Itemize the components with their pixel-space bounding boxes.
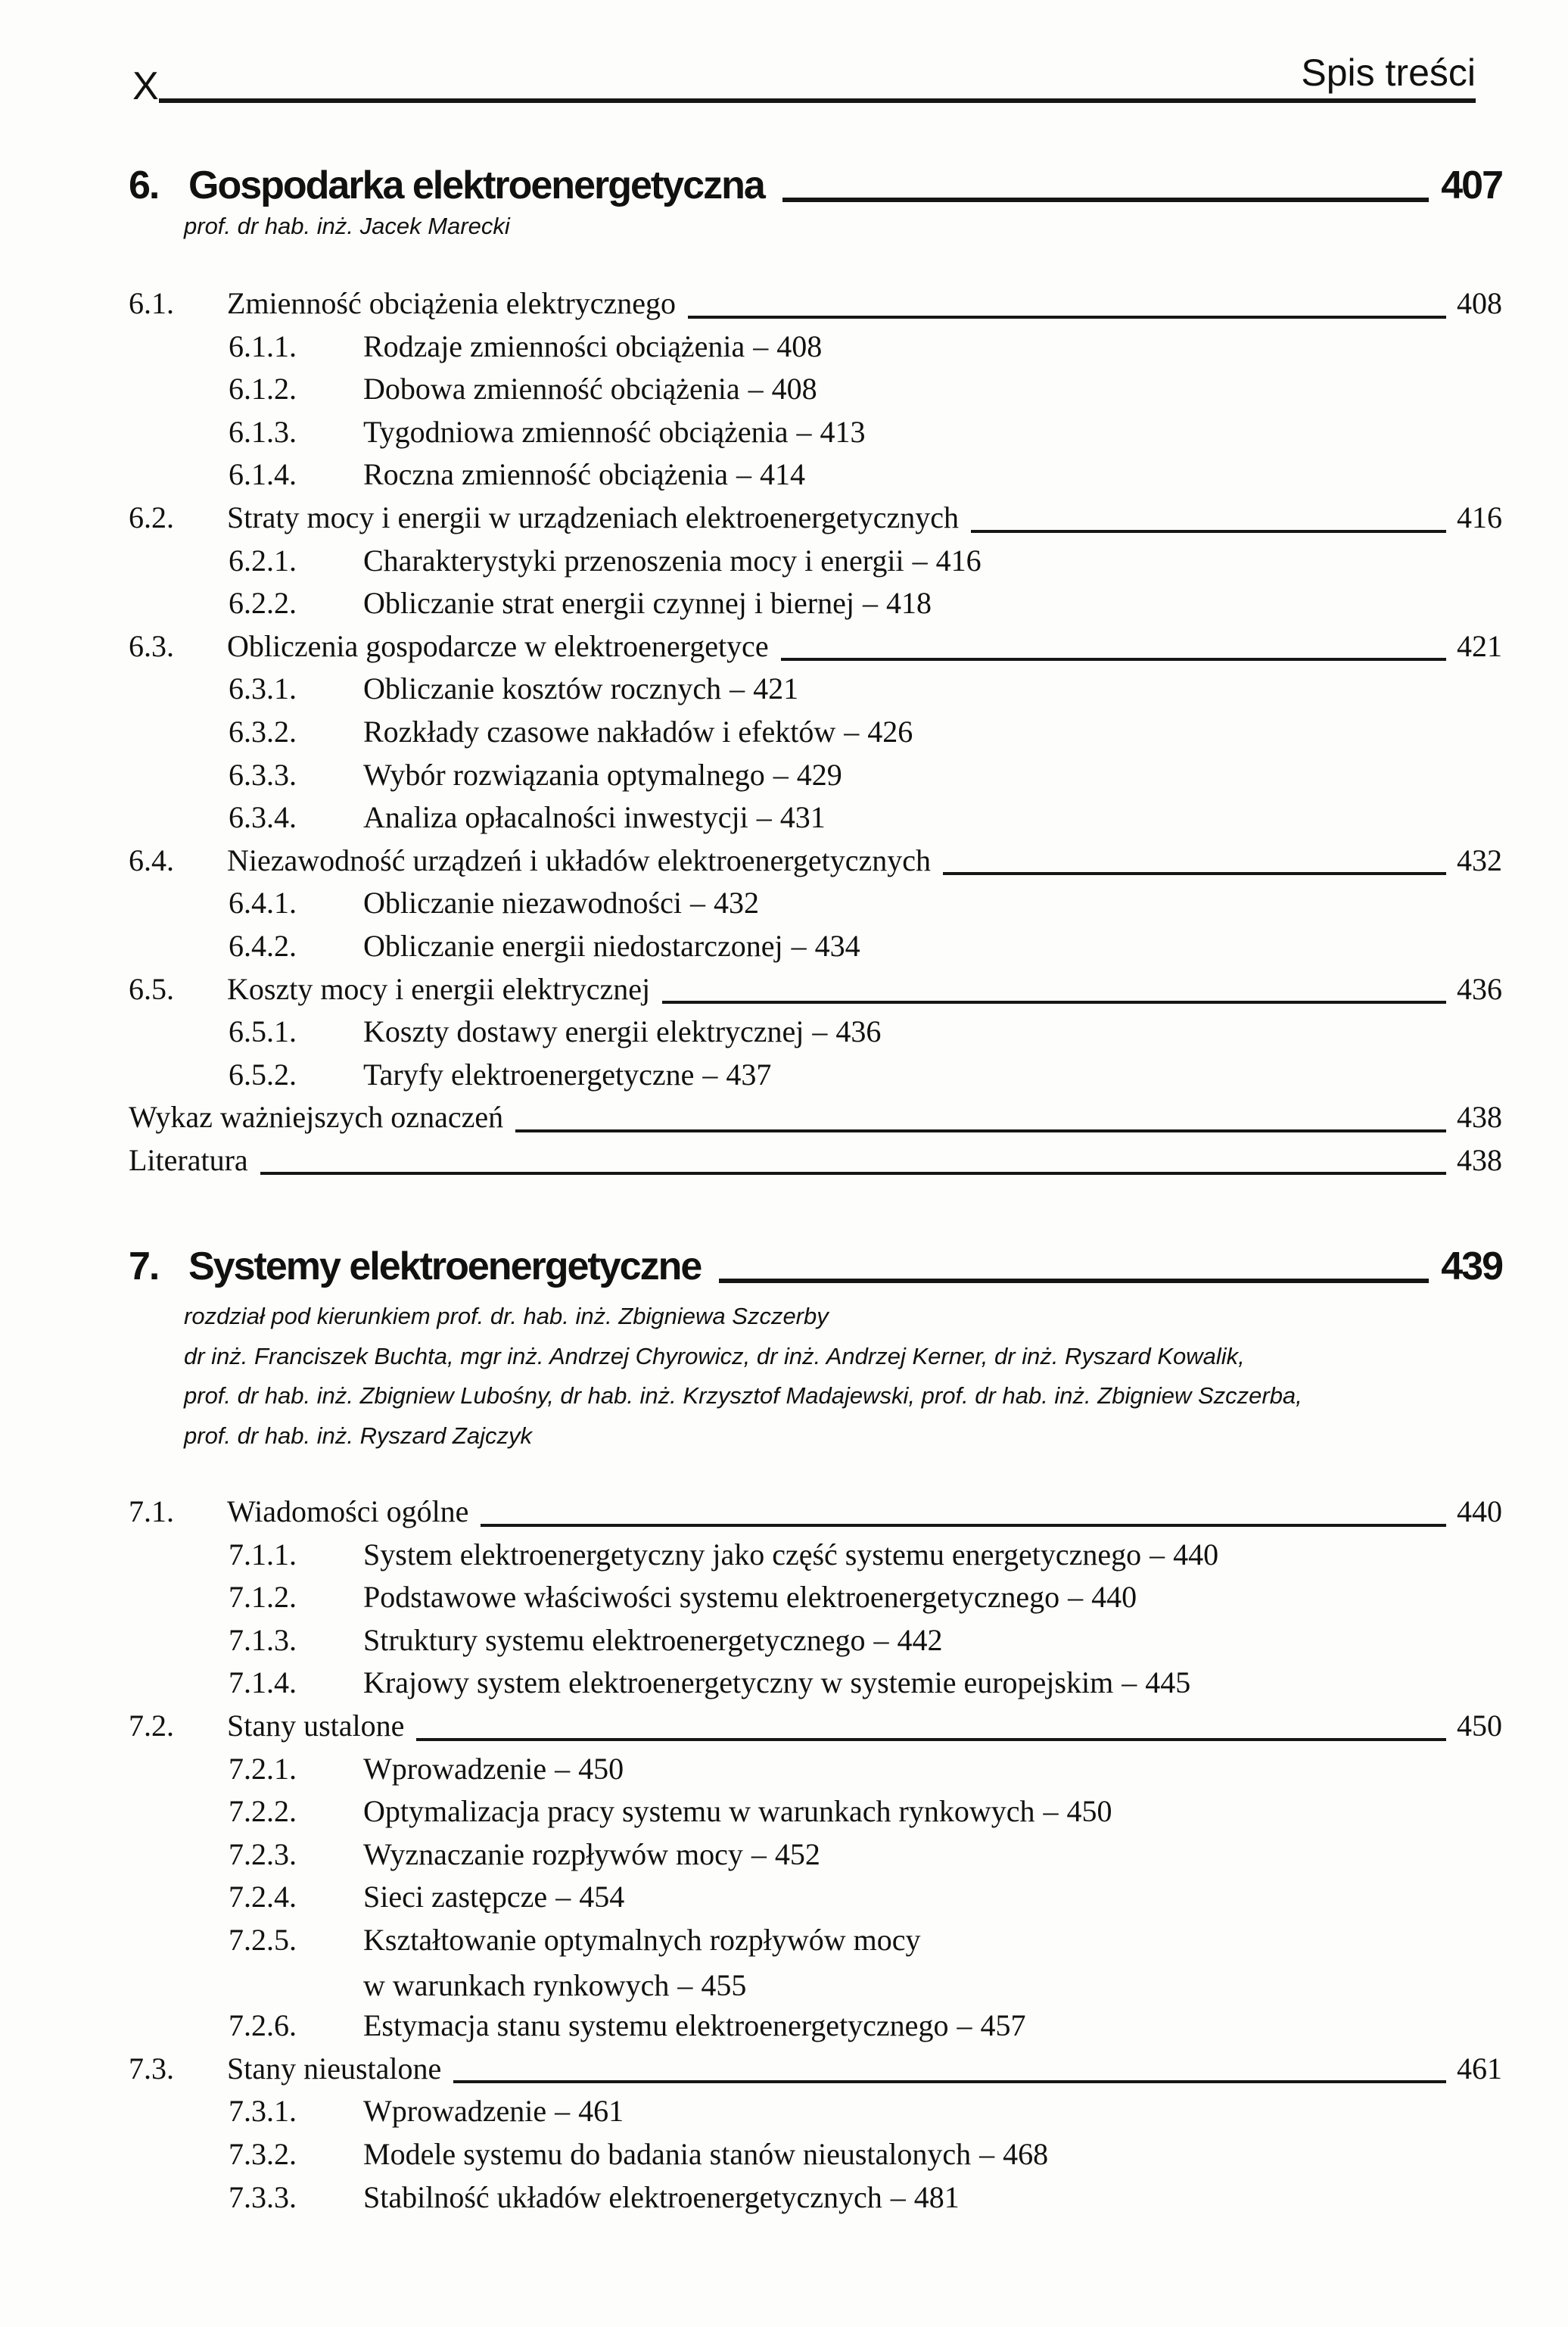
entry-page: 432	[1457, 843, 1502, 877]
entry-title: Kształtowanie optymalnych rozpływów mocy	[363, 1922, 921, 1957]
entry-number: 7.1.2.	[229, 1580, 297, 1615]
entry-number: 7.1.1.	[229, 1537, 297, 1572]
toc-entry	[129, 456, 1502, 500]
page-number-marker: X	[132, 64, 159, 108]
entry-title: Struktury systemu elektroenergetycznego	[363, 1622, 866, 1657]
entry-number: 6.5.1.	[229, 1014, 297, 1049]
entry-page: 421	[753, 671, 799, 706]
entry-separator: –	[1122, 1665, 1137, 1700]
entry-number: 7.1.	[129, 1494, 174, 1528]
entry-separator: –	[773, 757, 789, 792]
entry-number: 6.5.	[129, 971, 174, 1006]
entry-number: 6.1.1.	[229, 329, 297, 363]
header-rule	[159, 98, 1476, 103]
entry-page: 468	[1003, 2136, 1049, 2171]
entry-number: 6.1.4.	[229, 457, 297, 492]
entry-separator: –	[555, 1880, 571, 1914]
chapter-page: 407	[1441, 164, 1502, 207]
toc-entry	[129, 1836, 1502, 1880]
entry-page: 455	[701, 1967, 747, 2002]
entry-title: System elektroenergetyczny jako część systemu energetycznego	[363, 1537, 1142, 1572]
entry-page: 450	[1066, 1794, 1112, 1829]
entry-number: 6.3.	[129, 628, 174, 663]
entry-number: 6.3.4.	[229, 800, 297, 835]
toc-entries	[129, 1494, 1502, 2222]
entry-number: 6.2.2.	[229, 586, 297, 621]
toc-entry	[129, 1099, 1502, 1142]
entry-title: Obliczanie niezawodności	[363, 886, 682, 921]
entry-title: Stany nieustalone	[227, 2051, 442, 2086]
entry-separator: –	[751, 1836, 767, 1871]
toc-entry	[129, 1014, 1502, 1057]
entry-number: 6.2.	[129, 500, 174, 534]
toc-entry	[129, 1622, 1502, 1665]
entry-title: Wiadomości ogólne	[227, 1494, 469, 1528]
entry-number: 7.2.4.	[229, 1880, 297, 1914]
entry-separator: –	[796, 414, 812, 449]
entry-page: 450	[1457, 1708, 1502, 1743]
entry-number: 7.2.6.	[229, 2008, 297, 2043]
entry-number: 7.3.3.	[229, 2179, 297, 2214]
toc-entry	[129, 714, 1502, 757]
chapter-authors-line: prof. dr hab. inż. Zbigniew Lubośny, dr hab. inż. Krzysztof Madajewski, prof. dr hab. inż. Zbigniew Szczerba,	[184, 1382, 1302, 1409]
entry-title: Analiza opłacalności inwestycji	[363, 800, 748, 835]
entry-title: Zmienność obciążenia elektrycznego	[227, 286, 677, 320]
entry-separator: –	[912, 543, 928, 578]
entry-title: Obliczanie strat energii czynnej i biernej	[363, 586, 854, 621]
toc-entry	[129, 885, 1502, 928]
toc-entry	[129, 2136, 1502, 2179]
toc-entries	[129, 285, 1502, 1185]
toc-entry	[129, 585, 1502, 628]
entry-page: 408	[1457, 286, 1502, 320]
entry-page: 408	[776, 329, 823, 363]
entry-number: 7.1.4.	[229, 1665, 297, 1700]
entry-title: Koszty dostawy energii elektrycznej	[363, 1014, 804, 1049]
toc-entry	[129, 1879, 1502, 1922]
entry-separator: –	[736, 457, 751, 492]
entry-title: Straty mocy i energii w urządzeniach elektroenergetycznych	[227, 500, 959, 534]
entry-separator: –	[979, 2136, 995, 2171]
entry-page: 408	[771, 372, 817, 407]
chapter-authors-line: rozdział pod kierunkiem prof. dr. hab. inż. Zbigniewa Szczerby	[184, 1303, 829, 1329]
entry-title: Stabilność układów elektroenergetycznych	[363, 2179, 882, 2214]
entry-page: 431	[779, 800, 826, 835]
toc-entry	[129, 329, 1502, 372]
entry-page: 436	[835, 1014, 882, 1049]
entry-page: 414	[760, 457, 805, 492]
entry-separator: –	[756, 800, 772, 835]
entry-page: 429	[796, 757, 842, 792]
entry-page: 452	[774, 1836, 820, 1871]
leader-line	[416, 1738, 1446, 1741]
chapter-title: Systemy elektroenergetyczne	[188, 1244, 702, 1288]
entry-title: Obliczenia gospodarcze w elektroenergetyce	[227, 628, 769, 663]
entry-title: Podstawowe właściwości systemu elektroenergetycznego	[363, 1580, 1060, 1615]
toc-entry	[129, 1751, 1502, 1794]
entry-page: 461	[578, 2094, 624, 2129]
leader-line	[662, 1001, 1446, 1004]
toc-entry	[129, 2008, 1502, 2051]
toc-entry	[129, 414, 1502, 457]
toc-entry	[129, 1665, 1502, 1708]
entry-title: Koszty mocy i energii elektrycznej	[227, 971, 651, 1006]
entry-number: 6.4.	[129, 843, 174, 877]
toc-entry	[129, 1494, 1502, 1537]
entry-number: 6.3.3.	[229, 757, 297, 792]
toc-entry	[129, 1708, 1502, 1751]
toc-entry	[129, 1793, 1502, 1836]
entry-separator: –	[702, 1057, 718, 1092]
toc-entry	[129, 1057, 1502, 1100]
leader-line	[971, 530, 1446, 533]
chapter-number: 7.	[129, 1244, 159, 1288]
toc-entry	[129, 928, 1502, 971]
entry-page: 437	[726, 1057, 772, 1092]
entry-separator: –	[753, 329, 769, 363]
entry-title-continued: w warunkach rynkowych	[363, 1967, 670, 2002]
entry-separator: –	[873, 1622, 889, 1657]
toc-entry	[129, 2093, 1502, 2136]
entry-title: Dobowa zmienność obciążenia	[363, 372, 740, 407]
toc-entry	[129, 285, 1502, 329]
leader-line	[688, 316, 1446, 319]
entry-page: 436	[1457, 971, 1502, 1006]
entry-title: Rodzaje zmienności obciążenia	[363, 329, 745, 363]
entry-number: 7.2.5.	[229, 1922, 297, 1957]
entry-page: 461	[1457, 2051, 1502, 2086]
entry-number: 6.3.1.	[229, 671, 297, 706]
entry-page: 454	[579, 1880, 625, 1914]
page-title: Spis treści	[1301, 51, 1476, 94]
entry-separator: –	[1150, 1537, 1165, 1572]
toc-entry	[129, 843, 1502, 886]
entry-number: 6.4.2.	[229, 928, 297, 963]
entry-number: 7.2.3.	[229, 1836, 297, 1871]
leader-line	[782, 198, 1429, 202]
entry-separator: –	[844, 714, 860, 749]
leader-line	[481, 1524, 1446, 1527]
entry-page: 440	[1457, 1494, 1502, 1528]
entry-page: 440	[1091, 1580, 1137, 1615]
entry-number: 7.3.2.	[229, 2136, 297, 2171]
entry-number: 7.3.	[129, 2051, 174, 2086]
toc-entry	[129, 500, 1502, 543]
entry-title: Obliczanie energii niedostarczonej	[363, 928, 783, 963]
entry-title: Sieci zastępcze	[363, 1880, 548, 1914]
chapter-authors-line: prof. dr hab. inż. Ryszard Zajczyk	[184, 1422, 532, 1449]
entry-number: 6.1.2.	[229, 372, 297, 407]
entry-separator: –	[730, 671, 745, 706]
entry-number: 6.1.	[129, 286, 174, 320]
entry-page: 434	[814, 928, 860, 963]
toc-entry	[129, 799, 1502, 843]
entry-title: Wprowadzenie	[363, 2094, 547, 2129]
entry-number: 7.2.1.	[229, 1751, 297, 1786]
entry-title: Stany ustalone	[227, 1708, 405, 1743]
entry-title: Estymacja stanu systemu elektroenergetycznego	[363, 2008, 949, 2043]
entry-separator: –	[1043, 1794, 1059, 1829]
entry-number: 6.1.3.	[229, 414, 297, 449]
entry-number: 7.2.	[129, 1708, 174, 1743]
entry-title: Charakterystyki przenoszenia mocy i energii	[363, 543, 904, 578]
leader-line	[515, 1129, 1446, 1132]
chapter-heading	[129, 1244, 1502, 1300]
leader-line	[453, 2080, 1446, 2083]
entry-title: Optymalizacja pracy systemu w warunkach rynkowych	[363, 1794, 1035, 1829]
entry-title: Niezawodność urządzeń i układów elektroenergetycznych	[227, 843, 931, 877]
leader-line	[719, 1279, 1429, 1283]
entry-number: 7.1.3.	[229, 1622, 297, 1657]
entry-page: 438	[1457, 1142, 1502, 1177]
entry-page: 432	[713, 886, 759, 921]
toc-entry	[129, 371, 1502, 414]
chapter-authors	[184, 1297, 1501, 1456]
entry-page: 413	[820, 414, 866, 449]
entry-separator: –	[812, 1014, 828, 1049]
toc-entry	[129, 628, 1502, 671]
chapter-number: 6.	[129, 164, 159, 207]
toc-entry	[129, 2051, 1502, 2094]
toc-entry	[129, 971, 1502, 1014]
entry-page: 416	[935, 543, 982, 578]
chapter-page: 439	[1441, 1244, 1502, 1288]
toc-entry	[129, 1142, 1502, 1185]
chapter-title: Gospodarka elektroenergetyczna	[188, 164, 764, 207]
leader-line	[260, 1172, 1446, 1175]
entry-separator: –	[862, 586, 878, 621]
entry-title: Wprowadzenie	[363, 1751, 547, 1786]
entry-page: 426	[867, 714, 913, 749]
entry-title: Wykaz ważniejszych oznaczeń	[129, 1100, 504, 1135]
entry-page: 440	[1173, 1537, 1219, 1572]
entry-number: 6.3.2.	[229, 714, 297, 749]
entry-separator: –	[555, 1751, 571, 1786]
entry-number: 6.2.1.	[229, 543, 297, 578]
entry-page: 442	[897, 1622, 943, 1657]
entry-title: Wyznaczanie rozpływów mocy	[363, 1836, 743, 1871]
toc-entry	[129, 1579, 1502, 1622]
chapter-authors	[184, 207, 1501, 247]
entry-page: 438	[1457, 1100, 1502, 1135]
chapter-authors-line: prof. dr hab. inż. Jacek Marecki	[184, 213, 510, 239]
entry-page: 450	[578, 1751, 624, 1786]
entry-title: Krajowy system elektroenergetyczny w systemie europejskim	[363, 1665, 1114, 1700]
toc-entry	[129, 757, 1502, 800]
entry-title: Roczna zmienność obciążenia	[363, 457, 728, 492]
entry-separator: –	[957, 2008, 972, 2043]
entry-page: 421	[1457, 628, 1502, 663]
entry-title: Literatura	[129, 1142, 248, 1177]
entry-separator: –	[689, 886, 705, 921]
entry-separator: –	[890, 2179, 906, 2214]
entry-number: 7.3.1.	[229, 2094, 297, 2129]
toc-entry	[129, 543, 1502, 586]
entry-page: 445	[1145, 1665, 1191, 1700]
entry-title: Wybór rozwiązania optymalnego	[363, 757, 765, 792]
leader-line	[943, 872, 1446, 875]
toc-entry	[129, 1922, 1502, 2008]
entry-page: 418	[885, 586, 932, 621]
toc-entry	[129, 1537, 1502, 1580]
chapter-authors-line: dr inż. Franciszek Buchta, mgr inż. Andrzej Chyrowicz, dr inż. Andrzej Kerner, dr inż. Ryszard Kowalik,	[184, 1342, 1245, 1369]
toc-entry	[129, 671, 1502, 714]
toc-entry	[129, 2179, 1502, 2223]
entry-separator: –	[748, 372, 764, 407]
entry-separator: –	[791, 928, 807, 963]
entry-number: 7.2.2.	[229, 1794, 297, 1829]
entry-separator: –	[677, 1967, 693, 2002]
entry-number: 6.5.2.	[229, 1057, 297, 1092]
entry-page: 481	[913, 2179, 960, 2214]
entry-title: Tygodniowa zmienność obciążenia	[363, 414, 789, 449]
entry-separator: –	[555, 2094, 571, 2129]
entry-page: 416	[1457, 500, 1502, 534]
leader-line	[781, 658, 1446, 661]
entry-title: Taryfy elektroenergetyczne	[363, 1057, 695, 1092]
entry-title: Modele systemu do badania stanów nieustalonych	[363, 2136, 972, 2171]
entry-number: 6.4.1.	[229, 886, 297, 921]
entry-title: Rozkłady czasowe nakładów i efektów	[363, 714, 836, 749]
entry-page: 457	[980, 2008, 1026, 2043]
entry-title: Obliczanie kosztów rocznych	[363, 671, 722, 706]
entry-separator: –	[1068, 1580, 1084, 1615]
